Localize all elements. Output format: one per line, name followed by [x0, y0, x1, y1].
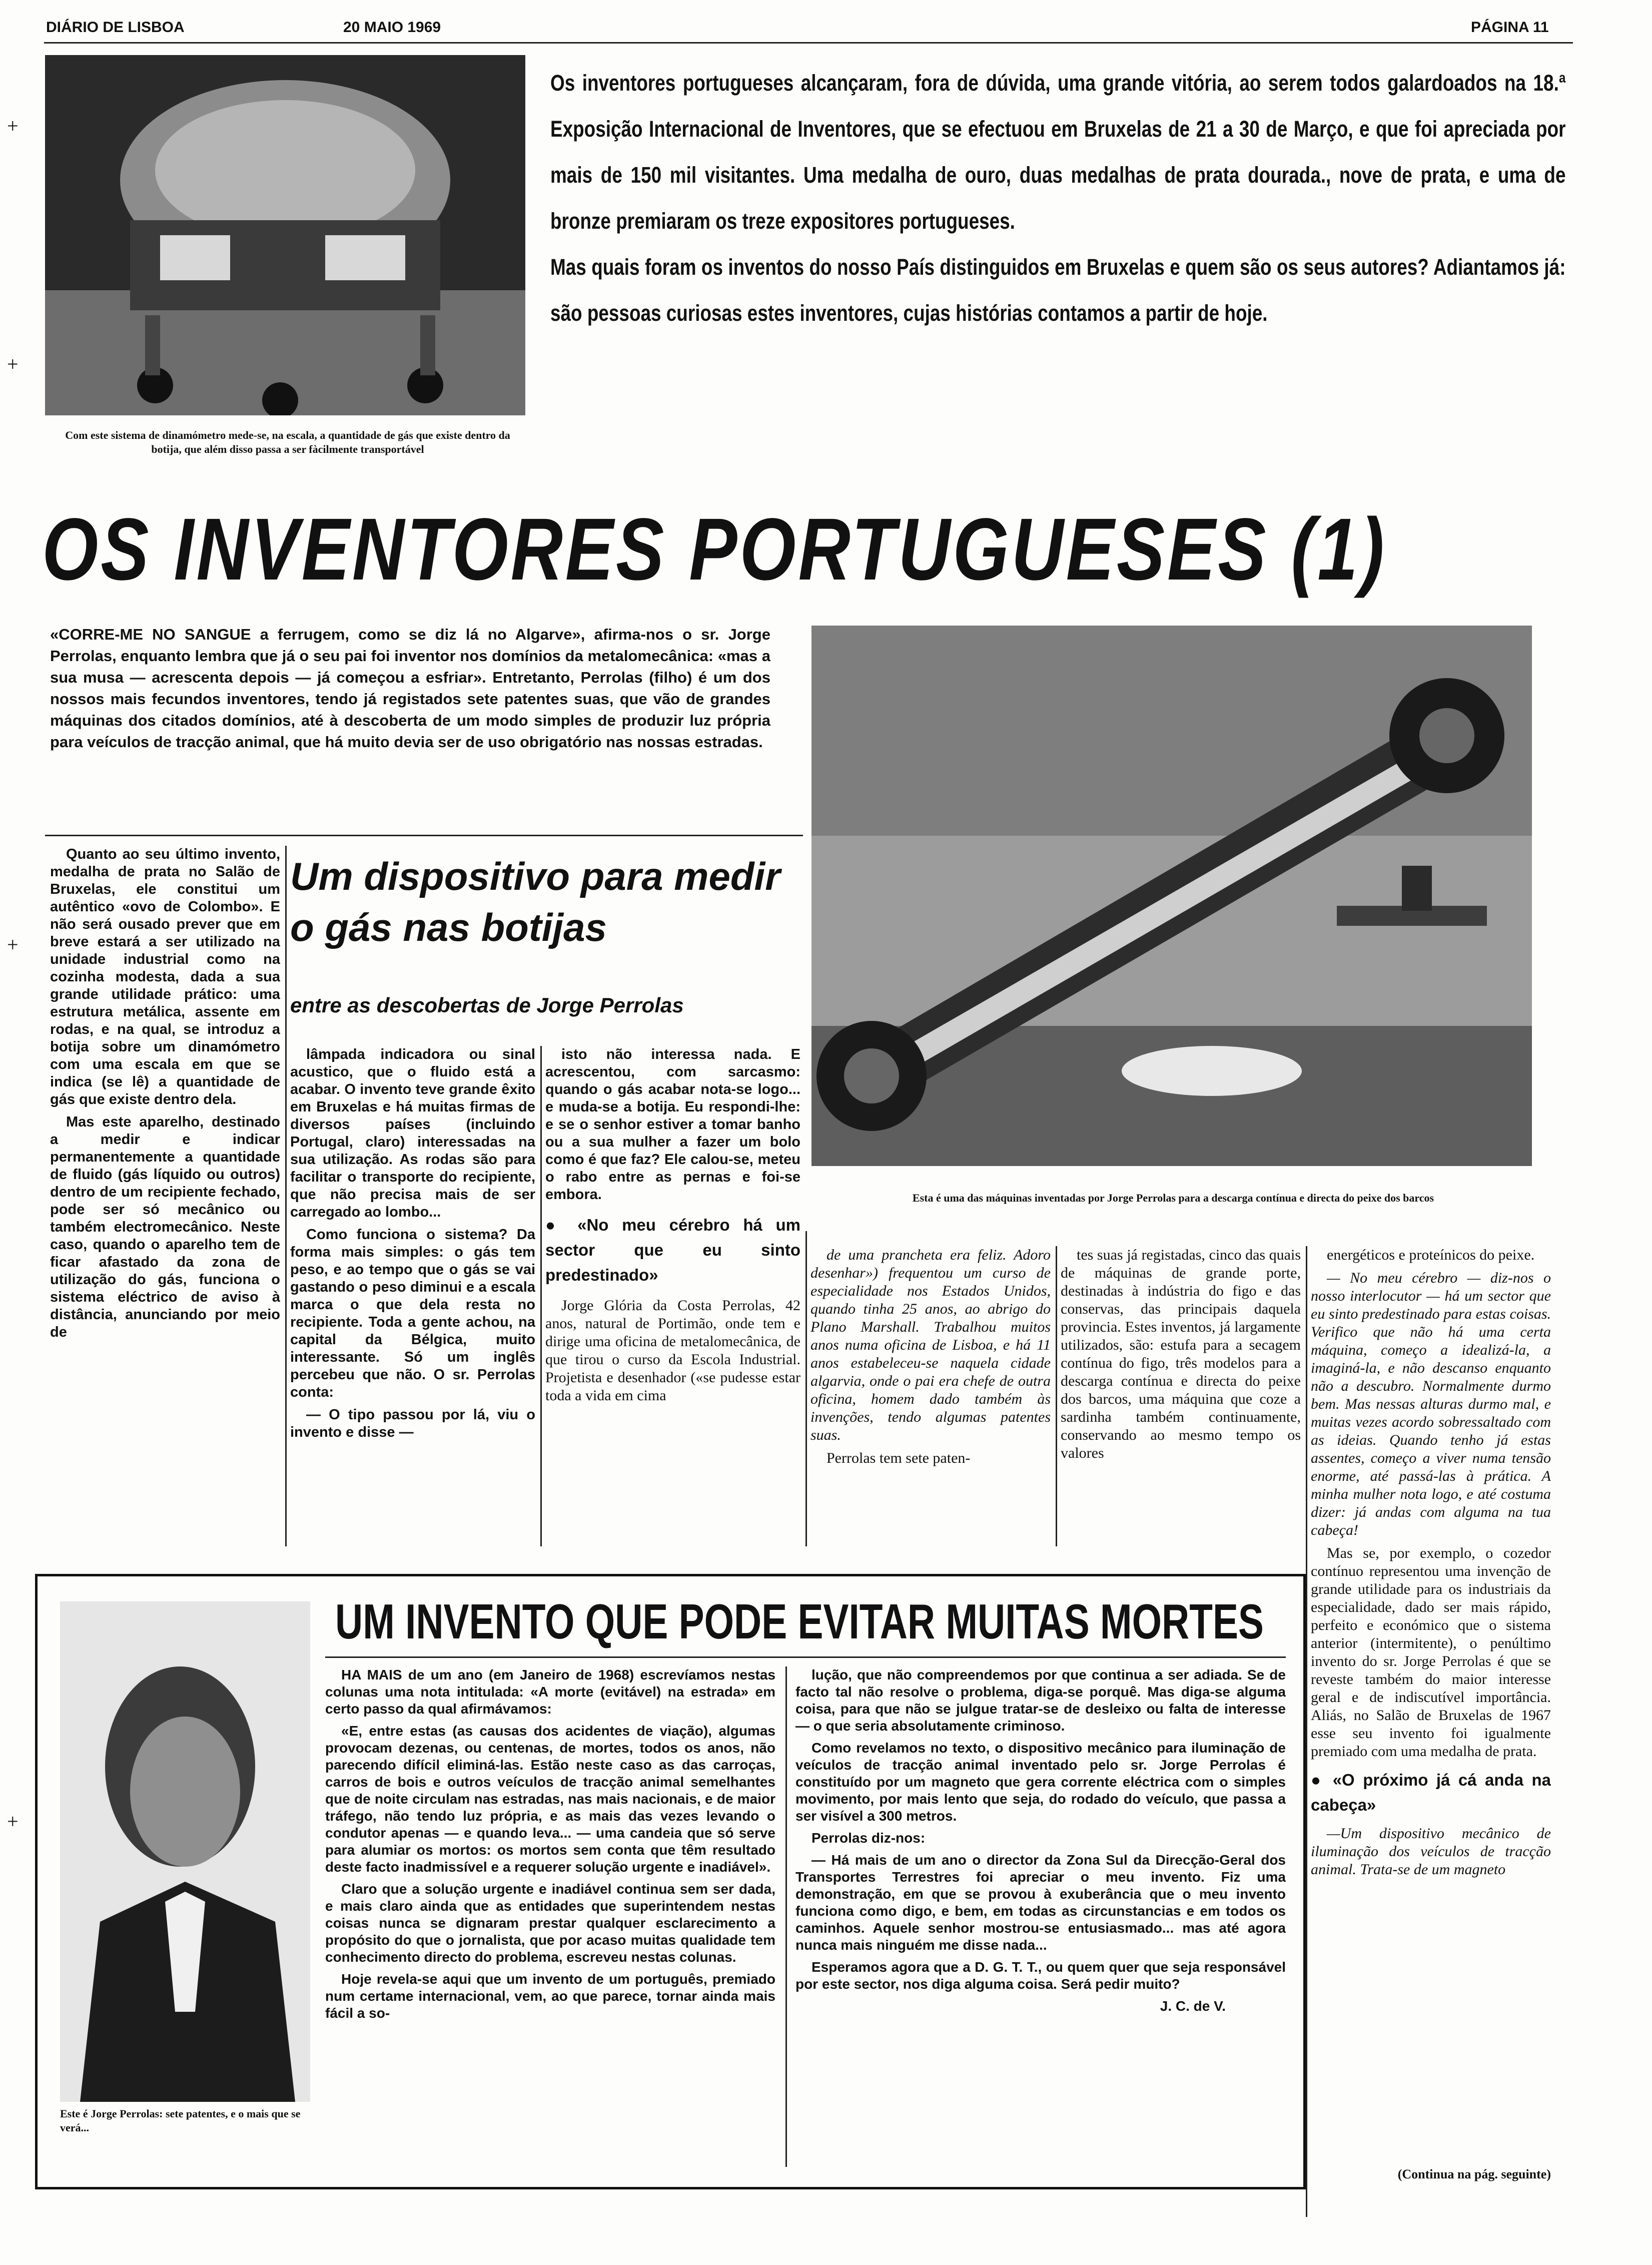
column-6-paragraph-2: — No meu cérebro — diz-nos o nosso interlocutor — há um sector que eu sinto predestinado para estas coisas. Verifico que não há uma certa máquina, começo a idealizá-la, a imaginá-la, e não descanso enquanto não a descubro. Normalmente durmo bem. Mas nessas alturas durmo mal, e muitas vezes acordo sobressaltado com as ideias. Quando tenho já estas assentes, começo a viver numa tensão enorme, até passá-las à prática. A minha mulher nota logo, e até costuma dizer: já andas com alguma na tua cabeça! [1311, 1270, 1551, 1538]
portrait-illustration [60, 1601, 310, 2102]
article-column-4 [810, 1246, 1051, 1546]
portrait-caption: Este é Jorge Perrolas: sete patentes, e o mais que se verá... [60, 2107, 301, 2134]
boxed-column-1-paragraph-2: «E, entre estas (as causas dos acidentes de viação), algumas provocam dezenas, ou centenas, de mortes, todos os anos, não parecendo difícil eliminá-las. Estão neste caso as das carroças, carros de bois e outros veículos de tracção animal semelhantes que de noite circulam nas estradas, nas mais nacionais, e de maior tráfego, não tendo luz própria, e as mais das vezes levando o condutor apenas — e quando leva... — uma candeia que só serve para alumiar os mortos: os mortos sem conta que têm resultado deste facto inadmissível e a requerer solução urgente e inadiável». [325, 1723, 775, 1875]
lead-paragraph: «CORRE-ME NO SANGUE a ferrugem, como se diz lá no Algarve», afirma-nos o sr. Jorge Perrolas, enquanto lembra que já o seu pai foi inventor nos domínios da metalomecânica: «mas a sua musa — acrescenta depois — já começou a esfriar». Entretanto, Perrolas (filho) é um dos nossos mais fecundos inventores, tendo já registados sete patentes suas, que vão de grandes máquinas dos citados domínios, até à descoberta de um modo simples de produzir luz própria para veículos de tracção animal, que há muito devia ser de uso obrigatório nas nossas estradas. [50, 626, 770, 751]
article-column-1 [50, 846, 280, 1546]
continued-note: (Continua na pág. seguinte) [1397, 2167, 1551, 2181]
column-4-paragraph-2: Perrolas tem sete paten- [827, 1450, 971, 1466]
column-rule [1306, 1246, 1307, 2217]
boxed-column-1-paragraph-1: HA MAIS de um ano (em Janeiro de 1968) escrevíamos nestas colunas uma nota intitulada: «A morte (evitável) na estrada» em certo passo da qual afirmávamos: [325, 1667, 775, 1717]
article-column-2 [290, 1046, 535, 1546]
lead-rule [45, 835, 803, 836]
column-6-paragraph-4: —Um dispositivo mecânico de iluminação dos veículos de tracção animal. Trata-se de um magneto [1311, 1825, 1551, 1878]
column-2-paragraph-2: Como funciona o sistema? Da forma mais simples: o gás tem peso, e ao tempo que o gás se vai gastando o peso diminui e a escala marca o que dela resta no recipiente. Toda a gente achou, na capital da Bélgica, muito interessante. Só um inglês percebeu que não. O sr. Perrolas conta: [290, 1227, 535, 1400]
conveyor-illustration [811, 626, 1532, 1166]
column-3-paragraph-2: Jorge Glória da Costa Perrolas, 42 anos, natural de Portimão, onde tem e dirige uma oficina de metalomecânica, de que tirou o curso da Escola Industrial. Projetista e desenhador («se pudesse estar toda a vida em cima [545, 1297, 800, 1404]
intro-paragraph-1: Os inventores portugueses alcançaram, fora de dúvida, uma grande vitória, ao serem todos galardoados na 18.ª Exposição Internacional de Inventores, que se efectuou em Bruxelas de 21 a 30 de Março, e que foi apreciada por mais de 150 mil visitantes. Uma medalha de ouro, duas medalhas de prata dourada., nove de prata, e uma de bronze premiaram os treze expositores portugueses. [550, 70, 1566, 234]
intro-paragraph-2: Mas quais foram os inventos do nosso País distinguidos em Bruxelas e quem são os seus autores? Adiantamos já: são pessoas curiosas estes inventores, cujas histórias contamos a partir de hoje. [550, 254, 1566, 326]
column-6-paragraph-3: Mas se, por exemplo, o cozedor contínuo representou uma invenção de grande utilidade para os industriais da especialidade, dado ser mais rápido, perfeito e económico que o sistema anterior (intermitente), o penúltimo invento do sr. Jorge Perrolas é que se reveste também do maior interesse geral e de indiscutível importância. Aliás, no Salão de Bruxelas de 1967 esse seu invento foi igualmente premiado com uma medalha de prata. [1311, 1545, 1551, 1760]
article-column-6 [1311, 1246, 1551, 2167]
boxed-column-1-paragraph-3: Claro que a solução urgente e inadiável continua sem ser dada, e mais claro ainda que as entidades que superintendem nestas coisas nunca se dignaram prestar qualquer esclarecimento a propósito do que o jornalista, que por acaso muitas qualidade tem conhecimento directo do problema, escreveu nestas colunas. [325, 1881, 775, 1965]
column-4-paragraph-1: de uma prancheta era feliz. Adoro desenhar») frequentou um curso de especialidade nos Estados Unidos, quando tinha 25 anos, ao abrigo do Plano Marshall. Trabalhou muitos anos numa oficina de Lisboa, e há 11 anos estabeleceu-se naquela cidade algarvia, onde o pai era chefe de outra oficina, homem dado também às invenções, tendo algumas patentes suas. [810, 1247, 1051, 1443]
article-column-3 [545, 1046, 800, 1546]
boxed-headline-rule [325, 1656, 1286, 1658]
article-column-5 [1061, 1246, 1301, 1546]
page-number: PÁGINA 11 [1471, 19, 1549, 36]
issue-date: 20 MAIO 1969 [343, 19, 441, 36]
fish-unloading-machine-photo [811, 626, 1532, 1166]
machine-photo-caption: Esta é uma das máquinas inventadas por Jorge Perrolas para a descarga contínua e directa do peixe dos barcos [912, 1192, 1434, 1204]
column-6-paragraph-1: energéticos e proteínicos do peixe. [1327, 1247, 1535, 1263]
column-1-paragraph-1: Quanto ao seu último invento, medalha de prata no Salão de Bruxelas, ele constitui um autêntico «ovo de Colombo». E não será ousado prever que em breve estará a ser utilizado na unidade industrial como na cozinha modesta, dada a sua grande utilidade prático: uma estrutura metálica, assente em rodas, e na qual, se introduz a botija sobre um dinamómetro com uma escala em que se indica (se lê) a quantidade de gás que existe dentro dela. [50, 846, 280, 1107]
boxed-column-2 [795, 1666, 1286, 2167]
newspaper-name: DIÁRIO DE LISBOA [46, 19, 185, 36]
boxed-column-2-paragraph-4: — Há mais de um ano o director da Zona Sul da Direcção-Geral dos Transportes Terrestres foi apreciar o meu invento. Fiz uma demonstração, em que se provou à exuberância que o meu invento funciona como digo, e bem, em todas as circunstancias e em todos os caminhos. Aquele senhor mostrou-se entusiasmado... mas até agora nunca mais ninguém me disse nada... [795, 1852, 1286, 1953]
pull-quote-cerebro: ● «No meu cérebro há um sector que eu sinto predestinado» [545, 1216, 800, 1284]
sub-article-subtitle: entre as descobertas de Jorge Perrolas [290, 993, 684, 1017]
column-2-paragraph-3: — O tipo passou por lá, viu o invento e disse — [290, 1407, 535, 1440]
column-rule [805, 1231, 807, 1546]
column-rule [1056, 1246, 1057, 1546]
boxed-column-1 [325, 1666, 775, 2167]
gas-bottle-illustration [45, 55, 525, 415]
column-3-paragraph-1: isto não interessa nada. E acrescentou, com sarcasmo: quando o gás acabar nota-se logo... e muda-se a botija. Eu respondi-lhe: e se o senhor estiver a tomar banho ou a sua mulher a fazer um bolo como é que faz? Ele calou-se, meteu o rabo entre as pernas e foi-se embora. [545, 1046, 800, 1203]
main-headline: OS INVENTORES PORTUGUESES (1) [42, 500, 1387, 599]
jorge-perrolas-portrait [60, 1601, 310, 2102]
column-2-paragraph-1: lâmpada indicadora ou sinal acustico, que o fluido está a acabar. O invento teve grande êxito em Bruxelas e há muitas firmas de diversos países (incluindo Portugal, claro) interessadas na sua utilização. As rodas são para facilitar o transporte do recipiente, que não precisa mais de ser carregado ao lombo... [290, 1046, 535, 1220]
gas-bottle-photo [45, 55, 525, 415]
author-signature: J. C. de V. [1160, 1998, 1226, 2014]
column-rule [785, 1666, 787, 2167]
column-rule [285, 846, 287, 1546]
registration-mark: + [7, 933, 19, 956]
pull-quote-text: «No meu cérebro há um sector que eu sinto predestinado» [545, 1216, 800, 1284]
boxed-column-1-paragraph-4: Hoje revela-se aqui que um invento de um português, premiado num certame internacional, vem, ao que parece, tornar ainda mais fácil a so- [325, 1971, 775, 2021]
header-rule [44, 42, 1573, 44]
boxed-column-2-paragraph-5: Esperamos agora que a D. G. T. T., ou quem quer que seja responsável por este sector, nos diga alguma coisa. Será pedir muito? [795, 1959, 1286, 1992]
pull-quote-proximo: ● «O próximo já cá anda na cabeça» [1311, 1771, 1551, 1814]
registration-mark: + [7, 353, 19, 375]
pull-quote-text: «O próximo já cá anda na cabeça» [1311, 1771, 1551, 1814]
column-5-paragraph-1: tes suas já registadas, cinco das quais de máquinas de grande porte, destinadas à indústria do figo e das conservas, das principais daquela provincia. Estes inventos, já largamente utilizados, são: estufa para a secagem contínua do figo, três modelos para a descarga contínua e directa do peixe dos barcos, uma máquina que coze a sardinha também continuamente, conservando ao mesmo tempo os valores [1061, 1247, 1301, 1461]
column-1-paragraph-2: Mas este aparelho, destinado a medir e indicar permanentemente a quantidade de fluido (gás líquido ou outros) dentro de um recipiente fechado, pode ser só mecânico ou também electromecânico. Neste caso, quando o aparelho tem de ficar afastado da zona de utilização do gás, funciona o sistema eléctrico de aviso à distância, anunciando por meio de [50, 1114, 280, 1340]
boxed-column-2-paragraph-2: Como revelamos no texto, o dispositivo mecânico para iluminação de veículos de tracção animal inventado pelo sr. Jorge Perrolas é constituído por um magneto que gera corrente eléctrica com o simples movimento, por mais lento que seja, do rodado do veículo, que passa a ser visível a 300 metros. [795, 1740, 1286, 1824]
registration-mark: + [7, 1810, 19, 1833]
sub-article-headline: Um dispositivo para medir o gás nas botijas [290, 854, 780, 949]
boxed-column-2-paragraph-3: Perrolas diz-nos: [811, 1830, 926, 1846]
boxed-column-2-paragraph-1: lução, que não compreendemos por que continua a ser adiada. Se de facto tal não resolve o problema, diga-se porquê. Mas diga-se alguma coisa, para que não se julgue tratar-se de desleixo ou falta de interesse — o que seria absolutamente criminoso. [795, 1667, 1286, 1734]
column-rule [540, 1046, 542, 1546]
boxed-headline: UM INVENTO QUE PODE EVITAR MUITAS MORTES [335, 1594, 1264, 1649]
gas-bottle-caption: Com este sistema de dinamómetro mede-se, na escala, a quantidade de gás que existe dentro da botija, que além disso passa a ser fàcilmente transportável [65, 429, 510, 455]
registration-mark: + [7, 115, 19, 137]
intro-text [550, 60, 1566, 336]
